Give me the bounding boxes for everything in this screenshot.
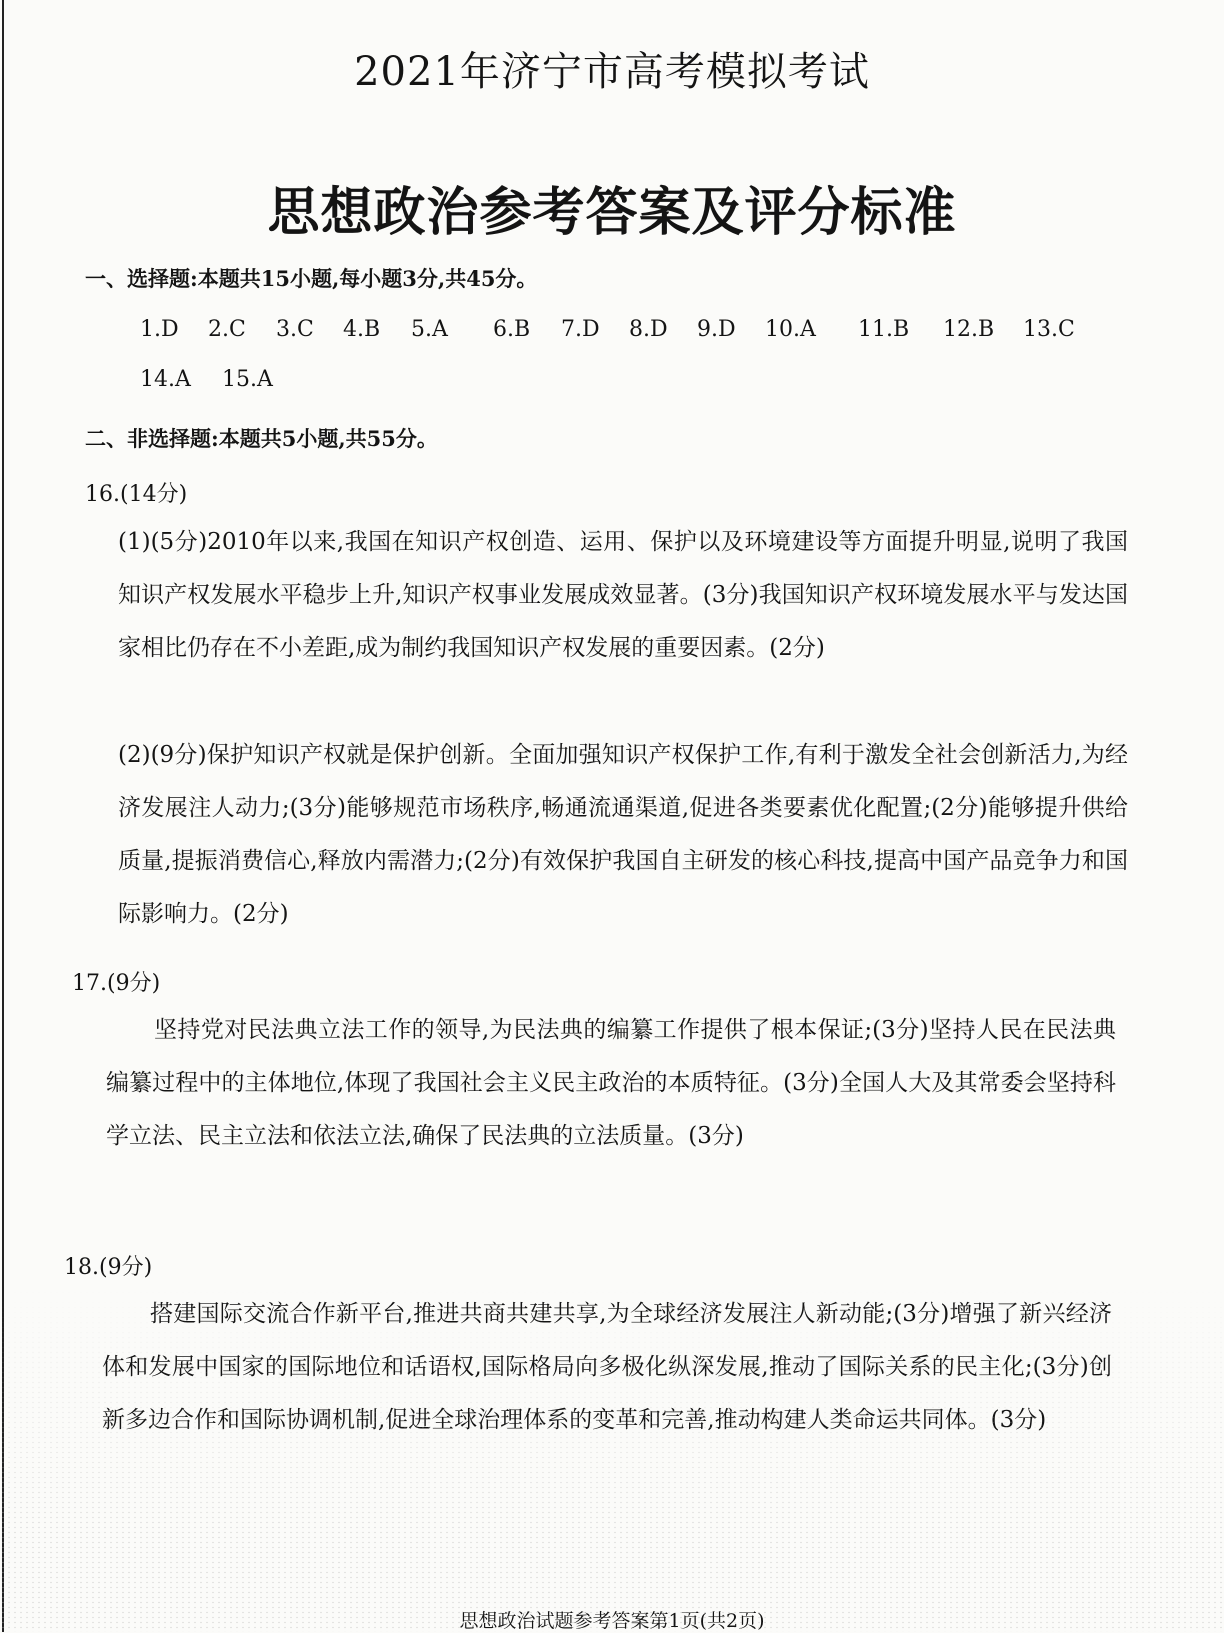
question-18-header: 18.(9分)	[64, 1255, 153, 1280]
answer-item: 5.A	[411, 317, 448, 342]
exam-title: 2021年济宁市高考模拟考试	[354, 49, 870, 95]
document-title: 思想政治参考答案及评分标准	[267, 182, 957, 243]
answer-item: 4.B	[343, 317, 381, 342]
answer-item: 8.D	[629, 317, 668, 342]
answer-item: 13.C	[1023, 317, 1075, 342]
answer-item: 1.D	[140, 317, 179, 342]
question-17-header: 17.(9分)	[72, 971, 161, 996]
answer-item: 3.C	[276, 317, 314, 342]
question-18-answer: 搭建国际交流合作新平台,推进共商共建共享,为全球经济发展注人新动能;(3分)增强了新兴经济体和发展中国家的国际地位和话语权,国际格局向多极化纵深发展,推动了国际关系的民主化;(3分)创新多边合作和国际协调机制,促进全球治理体系的变革和完善,推动构建人类命运共同体。(3分)	[102, 1301, 1112, 1433]
answer-item: 9.D	[697, 317, 736, 342]
section-2-heading: 二、非选择题:本题共5小题,共55分。	[85, 426, 438, 451]
question-17-answer: 坚持党对民法典立法工作的领导,为民法典的编纂工作提供了根本保证;(3分)坚持人民在民法典编纂过程中的主体地位,体现了我国社会主义民主政治的本质特征。(3分)全国人大及其常委会坚持科学立法、民主立法和依法立法,确保了民法典的立法质量。(3分)	[106, 1017, 1116, 1149]
answer-item: 14.A	[140, 367, 191, 392]
answer-item: 12.B	[943, 317, 995, 342]
answer-item: 15.A	[222, 367, 273, 392]
question-16-part-1: (1)(5分)2010年以来,我国在知识产权创造、运用、保护以及环境建设等方面提升明显,说明了我国知识产权发展水平稳步上升,知识产权事业发展成效显著。(3分)我国知识产权环境发展水平与发达国家相比仍存在不小差距,成为制约我国知识产权发展的重要因素。(2分)	[118, 529, 1128, 661]
question-16-header: 16.(14分)	[85, 482, 188, 507]
question-16-part-2: (2)(9分)保护知识产权就是保护创新。全面加强知识产权保护工作,有利于激发全社会创新活力,为经济发展注人动力;(3分)能够规范市场秩序,畅通流通渠道,促进各类要素优化配置;(2分)能够提升供给质量,提振消费信心,释放内需潜力;(2分)有效保护我国自主研发的核心科技,提高中国产品竞争力和国际影响力。(2分)	[118, 742, 1128, 927]
answer-item: 7.D	[561, 317, 600, 342]
answer-item: 6.B	[493, 317, 531, 342]
answer-item: 2.C	[208, 317, 246, 342]
answer-item: 11.B	[858, 317, 910, 342]
page-footer: 思想政治试题参考答案第1页(共2页)	[459, 1610, 765, 1632]
section-1-heading: 一、选择题:本题共15小题,每小题3分,共45分。	[85, 266, 538, 291]
answer-item: 10.A	[765, 317, 816, 342]
